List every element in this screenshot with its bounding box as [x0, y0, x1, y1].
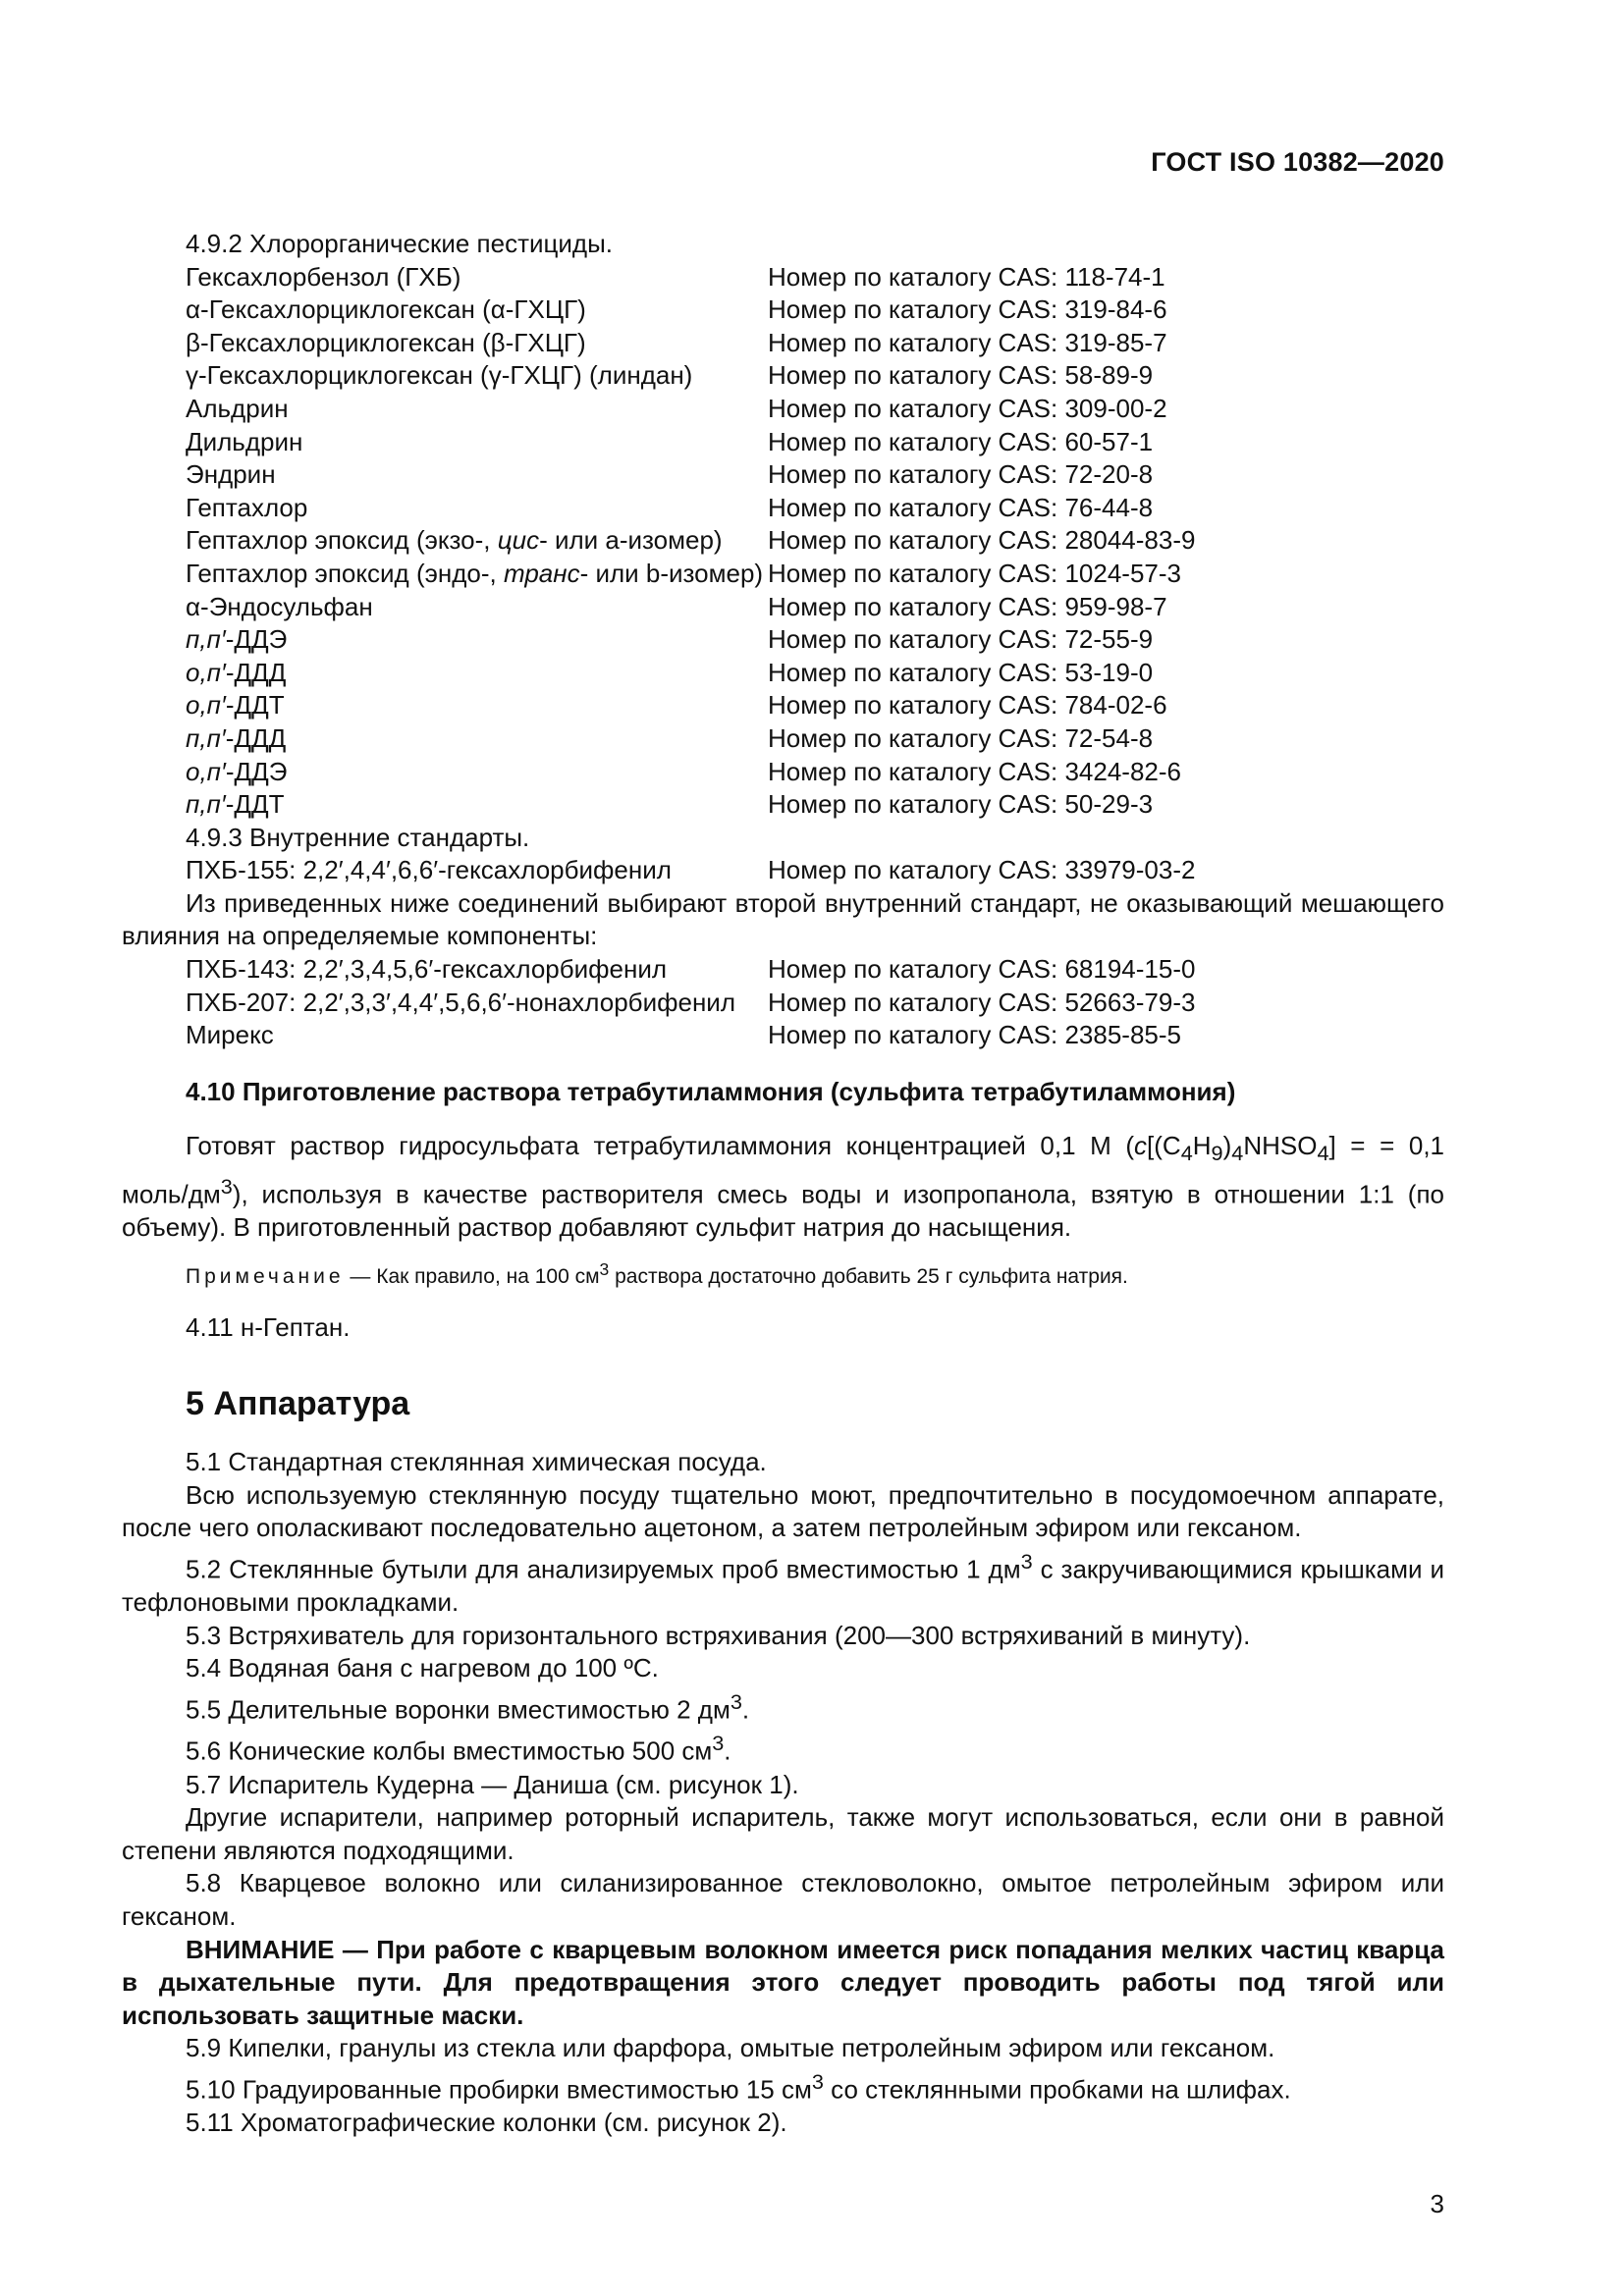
text-run: ), используя в качестве растворителя смесь воды и изопропанола, взятую в отношении 1:1 (по объему). В приготовленный раствор добавляют сульфит натрия до насыщения.: [122, 1179, 1444, 1243]
compound-row: [122, 294, 1444, 327]
cas-number: Номер по каталогу CAS: 309-00-2: [768, 393, 1167, 423]
compound-name: Гептахлор: [186, 492, 308, 522]
compound-row: [122, 426, 1444, 459]
cas-number: Номер по каталогу CAS: 52663-79-3: [768, 987, 1196, 1017]
section-4-10-paragraph: [122, 1130, 1444, 1245]
cas-number: Номер по каталогу CAS: 959-98-7: [768, 591, 1167, 621]
cas-number: Номер по каталогу CAS: 28044-83-9: [768, 525, 1196, 556]
compound-name: ПХБ-143: 2,2′,3,4,5,6′-гексахлорбифенил: [186, 954, 668, 985]
formula-part: ): [1222, 1131, 1232, 1161]
text-run: .: [724, 1735, 731, 1766]
compound-row: [122, 722, 1444, 756]
internal-standard-paragraph: Из приведенных ниже соединений выбирают второй внутренний стандарт, не оказывающий мешающего влияния на определяемые компоненты:: [122, 887, 1444, 951]
isomer-prefix: п,п′: [186, 722, 226, 753]
cas-number: Номер по каталогу CAS: 58-89-9: [768, 360, 1154, 391]
cas-number: Номер по каталогу CAS: 118-74-1: [768, 261, 1165, 292]
subscript: 4: [1317, 1141, 1329, 1166]
compound-row: [122, 591, 1444, 624]
cas-number: Номер по каталогу CAS: 784-02-6: [768, 690, 1167, 721]
compound-name: Альдрин: [186, 393, 289, 423]
para-5-7: 5.7 Испаритель Кудерна — Даниша (см. рисунок 1).: [186, 1769, 799, 1799]
compound-name: β-Гексахлорциклогексан (β-ГХЦГ): [186, 327, 586, 357]
italic-word: цис: [497, 525, 540, 556]
compound-name: Гептахлор эпоксид (эндо-, транс- или b-изомер): [186, 558, 764, 588]
text-run: 5.6 Конические колбы вместимостью 500 см: [186, 1735, 713, 1766]
cas-number: Номер по каталогу CAS: 76-44-8: [768, 492, 1154, 522]
compound-row: [122, 458, 1444, 492]
cas-number: Номер по каталогу CAS: 72-54-8: [768, 722, 1154, 753]
note-label: Примечание: [186, 1265, 345, 1289]
formula-part: ] = = 0,1 моль/дм: [122, 1131, 1445, 1209]
para-5-4: 5.4 Водяная баня с нагревом до 100 ºС.: [186, 1653, 659, 1683]
compound-row: [122, 492, 1444, 525]
superscript: 3: [712, 1731, 725, 1756]
compound-name: Гексахлорбензол (ГХБ): [186, 261, 461, 292]
superscript: 3: [1020, 1549, 1033, 1575]
formula-part: H: [1192, 1131, 1212, 1161]
page-number: 3: [1430, 2189, 1444, 2218]
text-run: 5.5 Делительные воронки вместимостью 2 дм: [186, 1694, 731, 1725]
text-run: с закручивающимися крышками и тефлоновыми прокладками.: [122, 1554, 1444, 1618]
compound-name: Эндрин: [186, 459, 276, 490]
compound-name: о,п′-ДДТ: [186, 690, 285, 721]
para-5-11: 5.11 Хроматографические колонки (см. рисунок 2).: [186, 2108, 787, 2138]
compound-name: ПХБ-155: 2,2′,4,4′,6,6′-гексахлорбифенил: [186, 855, 672, 885]
compound-name: п,п′-ДДТ: [186, 789, 285, 820]
text-run: со стеклянными пробками на шлифах.: [823, 2074, 1291, 2105]
section-4-10-title: 4.10 Приготовление раствора тетрабутиламмония (сульфита тетрабутиламмония): [186, 1076, 1236, 1106]
second-standard-list: [122, 953, 1444, 1052]
cas-number: Номер по каталогу CAS: 3424-82-6: [768, 756, 1182, 786]
note: [122, 1255, 1444, 1292]
text-run: 5.10 Градуированные пробирки вместимостью 15 см: [186, 2074, 812, 2105]
section-4-9-3-title: 4.9.3 Внутренние стандарты.: [186, 822, 530, 852]
compound-name: о,п′-ДДЭ: [186, 756, 288, 786]
warning-paragraph: ВНИМАНИЕ — При работе с кварцевым волокном имеется риск попадания мелких частиц кварца в дыхательные пути. Для предотвращения этого следует проводить работы под тягой или использовать защитные маски.: [122, 1934, 1444, 2030]
isomer-prefix: о,п′: [186, 690, 226, 721]
compound-row: [122, 558, 1444, 591]
cas-number: Номер по каталогу CAS: 68194-15-0: [768, 954, 1196, 985]
subscript: 4: [1231, 1141, 1244, 1166]
para-5-2: [122, 1545, 1444, 1620]
para-5-7-detail: Другие испарители, например роторный испаритель, также могут использоваться, если они в равной степени являются подходящими.: [122, 1802, 1444, 1865]
compound-name: α-Гексахлорциклогексан (α-ГХЦГ): [186, 294, 586, 325]
document-code: ГОСТ ISO 10382—2020: [1151, 147, 1444, 177]
cas-number: Номер по каталогу CAS: 72-20-8: [768, 459, 1154, 490]
isomer-prefix: о,п′: [186, 756, 226, 786]
compound-row: [122, 657, 1444, 690]
para-5-10: [122, 2065, 1444, 2107]
compound-name: Гептахлор эпоксид (экзо-, цис- или a-изомер): [186, 525, 723, 556]
compound-row: [122, 359, 1444, 393]
compound-name: γ-Гексахлорциклогексан (γ-ГХЦГ) (линдан): [186, 360, 693, 391]
cas-number: Номер по каталогу CAS: 1024-57-3: [768, 558, 1182, 588]
compound-row: [122, 1019, 1444, 1052]
para-5-6: [122, 1727, 1444, 1768]
para-5-8: 5.8 Кварцевое волокно или силанизированное стекловолокно, омытое петролейным эфиром или гексаном.: [122, 1868, 1444, 1931]
superscript: 3: [220, 1174, 233, 1200]
para-5-1-detail: Всю используемую стеклянную посуду тщательно моют, предпочтительно в посудомоечном аппарате, после чего ополаскивают последовательно ацетоном, а затем петролейным эфиром или гексаном.: [122, 1479, 1444, 1543]
para-5-5: [122, 1685, 1444, 1727]
subscript: 4: [1180, 1141, 1193, 1166]
cas-number: Номер по каталогу CAS: 72-55-9: [768, 624, 1154, 655]
superscript: 3: [599, 1259, 610, 1280]
cas-number: Номер по каталогу CAS: 50-29-3: [768, 789, 1154, 820]
isomer-prefix: п,п′: [186, 789, 226, 820]
compound-name: о,п′-ДДД: [186, 657, 287, 687]
cas-number: Номер по каталогу CAS: 319-84-6: [768, 294, 1167, 325]
compound-name: Мирекс: [186, 1020, 274, 1050]
section-4-9-2-title: 4.9.2 Хлорорганические пестициды.: [186, 229, 614, 258]
text-run: .: [741, 1694, 750, 1725]
cas-number: Номер по каталогу CAS: 53-19-0: [768, 657, 1154, 687]
compound-name: α-Эндосульфан: [186, 591, 373, 621]
section-5-heading: 5 Аппаратура: [186, 1384, 410, 1422]
compound-row: [122, 261, 1444, 294]
superscript: 3: [811, 2068, 824, 2094]
note-text: раствора достаточно добавить 25 г сульфита натрия.: [609, 1265, 1128, 1289]
para-5-1: 5.1 Стандартная стеклянная химическая посуда.: [186, 1447, 767, 1477]
cas-number: Номер по каталогу CAS: 2385-85-5: [768, 1020, 1182, 1050]
document-body: [122, 228, 1444, 2140]
compound-row: [122, 953, 1444, 987]
compound-name: п,п′-ДДД: [186, 722, 287, 753]
cas-number: Номер по каталогу CAS: 319-85-7: [768, 327, 1167, 357]
compound-row: [122, 756, 1444, 789]
internal-standard-row: [122, 854, 1444, 887]
compound-row: [122, 524, 1444, 558]
compound-name: ПХБ-207: 2,2′,3,3′,4,4′,5,6,6′-нонахлорбифенил: [186, 987, 736, 1017]
note-text: — Как правило, на 100 см: [344, 1265, 600, 1289]
compound-row: [122, 788, 1444, 822]
cas-number: Номер по каталогу CAS: 33979-03-2: [768, 855, 1196, 885]
para-5-3: 5.3 Встряхиватель для горизонтального встряхивания (200—300 встряхиваний в минуту).: [186, 1620, 1251, 1650]
formula-italic-c: c: [1134, 1131, 1148, 1161]
subscript: 9: [1211, 1141, 1223, 1166]
text-run: Готовят раствор гидросульфата тетрабутиламмония концентрацией 0,1 М (: [186, 1131, 1135, 1161]
isomer-prefix: о,п′: [186, 657, 226, 687]
formula-part: [(C: [1147, 1131, 1181, 1161]
pesticide-list: [122, 261, 1444, 822]
compound-row: [122, 327, 1444, 360]
compound-row: [122, 689, 1444, 722]
superscript: 3: [730, 1689, 742, 1715]
compound-row: [122, 393, 1444, 426]
formula-part: NHSO: [1243, 1131, 1318, 1161]
cas-number: Номер по каталогу CAS: 60-57-1: [768, 426, 1154, 456]
compound-name: п,п′-ДДЭ: [186, 624, 288, 655]
compound-row: [122, 987, 1444, 1020]
section-4-11: 4.11 н-Гептан.: [186, 1312, 351, 1343]
compound-name: Дильдрин: [186, 426, 303, 456]
text-run: 5.2 Стеклянные бутыли для анализируемых проб вместимостью 1 дм: [186, 1554, 1021, 1584]
compound-row: [122, 623, 1444, 657]
para-5-9: 5.9 Кипелки, гранулы из стекла или фарфора, омытые петролейным эфиром или гексаном.: [186, 2033, 1275, 2063]
isomer-prefix: п,п′: [186, 624, 226, 655]
italic-word: транс: [503, 558, 580, 588]
